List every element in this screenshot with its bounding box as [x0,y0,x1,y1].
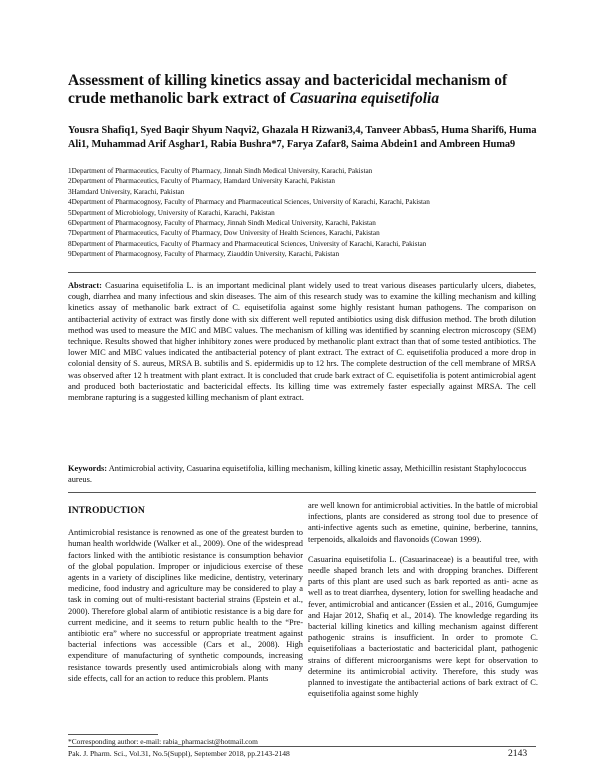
left-column [68,505,303,693]
keywords-label: Keywords: [68,464,108,473]
affiliation-item: 2Department of Pharmaceutics, Faculty of Pharmacy, Hamdard University Karachi, Pakistan [68,177,335,186]
section-heading-introduction: INTRODUCTION [68,505,145,516]
affiliation-list [68,166,538,260]
intro-paragraph: Antimicrobial resistance is renowned as one of the greatest burden to human health worldwide (Walker et al., 2009). One of the widespread factors linked with the antibiotic resistance is consumption behavior of the global population. Improper or injudicious exercise of these agents in a variety of disciplines like medicine, dentistry, veterinary medicine, food industry and agriculture may be considered to play a task in coming out of multi-resistant bacterial strains (Epstein et al., 2000). Therefore global alarm of antibiotic resistance is a big dare for current medicine, and it seems to return public health to the “Pre-antibiotic era” where no successful or appropriate treatment against bacterial infections was accessible (Cars et al., 2008). High expenditure of manufacturing of synthetic compounds, increasing resistance towards presently used antimicrobials along with many side effects, call for an action to reduce this problem. Plants [68,528,303,683]
affiliation-item: 1Department of Pharmaceutics, Faculty of Pharmacy, Jinnah Sindh Medical University, Karachi, Pakistan [68,167,373,175]
journal-citation: Pak. J. Pharm. Sci., Vol.31, No.5(Suppl), September 2018, pp.2143-2148 [68,749,290,758]
affiliation-item: 3Hamdard University, Karachi, Pakistan [68,187,185,196]
intro-paragraph: are well known for antimicrobial activities. In the battle of microbial infections, plants are considered as strong tool due to presence of anti-infective agents such as emetine, quinine, berberine, tannins, terpenoids, alkaloids and flavonoids (Cowan 1999). [308,501,539,544]
page-number: 2143 [508,748,528,759]
affiliation-item: 9Department of Pharmacognosy, Faculty of Pharmacy, Ziauddin University, Karachi, Pakistan [68,250,340,259]
title-species: Casuarina equisetifolia [289,90,440,107]
keywords-block [68,463,536,485]
footnote-rule [68,734,158,735]
affiliation-item: 6Department of Pharmacognosy, Faculty of Pharmacy, Jinnah Sindh Medical University, Karachi, Pakistan [68,219,376,228]
abstract-text: Casuarina equisetifolia L. is an important medicinal plant widely used to treat various diseases particularly ulcers, diabetes, cough, diarrhea and many infectious and skin diseases. The aim of this research study was to examine the killing mechanism and killing kinetics assay of methanolic bark extract of C. equisetifolia against some highly resistant human pathogens. The comparison on antibacterial activity of extract was firstly done with six different well reputed antibiotics using disk diffusion method. The broth dilution method was used to measure the MIC and MBC values. The mechanism of killing was identified by scanning electron microscopy (SEM) technique. Results showed that higher inhibitory zones were produced by methanolic plant extract than that of some tested antibiotics. The lower MIC and MBC values indicated the antibacterial potency of plant extract. The extract of C. equisetifolia produced a more drop in colonial density of S. aureus, MRSA B. subtilis and S. epidermidis up to 12 hrs. The complete destruction of the cell membrane of MRSA was observed after 12 h treatment with plant extract. It is concluded that crude bark extract of C. equisetifolia is potent antimicrobial agent and produced both bacteriostatic and bactericidal effects. Its killing time was extremely faster especially against MRSA. The cell membrane rapturing is a suggested killing mechanism of plant extract. [68,281,537,403]
title-main: Assessment of killing kinetics assay and bactericidal mechanism of crude methanolic bark extract of [68,72,508,107]
abstract-label: Abstract: [68,281,102,290]
abstract-block [68,280,536,403]
corresponding-author-footnote: *Corresponding author: e-mail: rabia_pharmacist@hotmail.com [68,737,258,746]
affiliation-item: 4Department of Pharmacognosy, Faculty of Pharmacy and Pharmaceutical Sciences, University of Karachi, Karachi, Pakistan [68,198,430,207]
intro-paragraph: Casuarina equisetifolia L. (Casuarinaceae) is a beautiful tree, with needle shaped branch lets and with dropping branches. Different parts of this plant are used such as bark reported as anti- acne as well as to treat diarrhea, dysentery, lotion for swelling headache and fever, antimicrobial and anticancer (Essien et al., 2016, Gumgumjee and Hajar 2012, Shafiq et al., 2014). The knowledge regarding its bacterial killing kinetics and killing mechanism against different pathogenic strains is insufficient. In order to promote C. equisetifoliaas a bacteriostatic and bactericidal plant, pathogenic strains of different microorganisms were kept for observation to determine its antimicrobial activity. Therefore, this study was planned to investigate the antibacterial actions of bark extract of C. equisetifolia against some highly [308,554,538,699]
footer-rule [68,746,536,747]
affiliation-item: 7Department of Pharmaceutics, Faculty of Pharmacy, Dow University of Health Sciences, Karachi, Pakistan [68,229,380,238]
affiliation-item: 8Department of Pharmaceutics, Faculty of Pharmacy and Pharmaceutical Sciences, University of Karachi, Karachi, Pakistan [68,239,427,248]
keywords-text: Antimicrobial activity, Casuarina equisetifolia, killing mechanism, killing kinetic assay, Methicillin resistant Staphylococcus aureus. [68,464,527,485]
right-column [308,500,538,708]
affiliation-item: 5Department of Microbiology, University of Karachi, Karachi, Pakistan [68,208,275,217]
abstract-bottom-rule [68,492,536,493]
article-title [68,72,538,108]
author-list: Yousra Shafiq1, Syed Baqir Shyum Naqvi2, Ghazala H Rizwani3,4, Tanveer Abbas5, Huma Sharif6, Huma Ali1, Muhammad Arif Asghar1, Rabia Bushra*7, Farya Zafar8, Saima Abdein1 and Ambreen Huma9 [68,125,537,150]
abstract-top-rule [68,272,536,273]
